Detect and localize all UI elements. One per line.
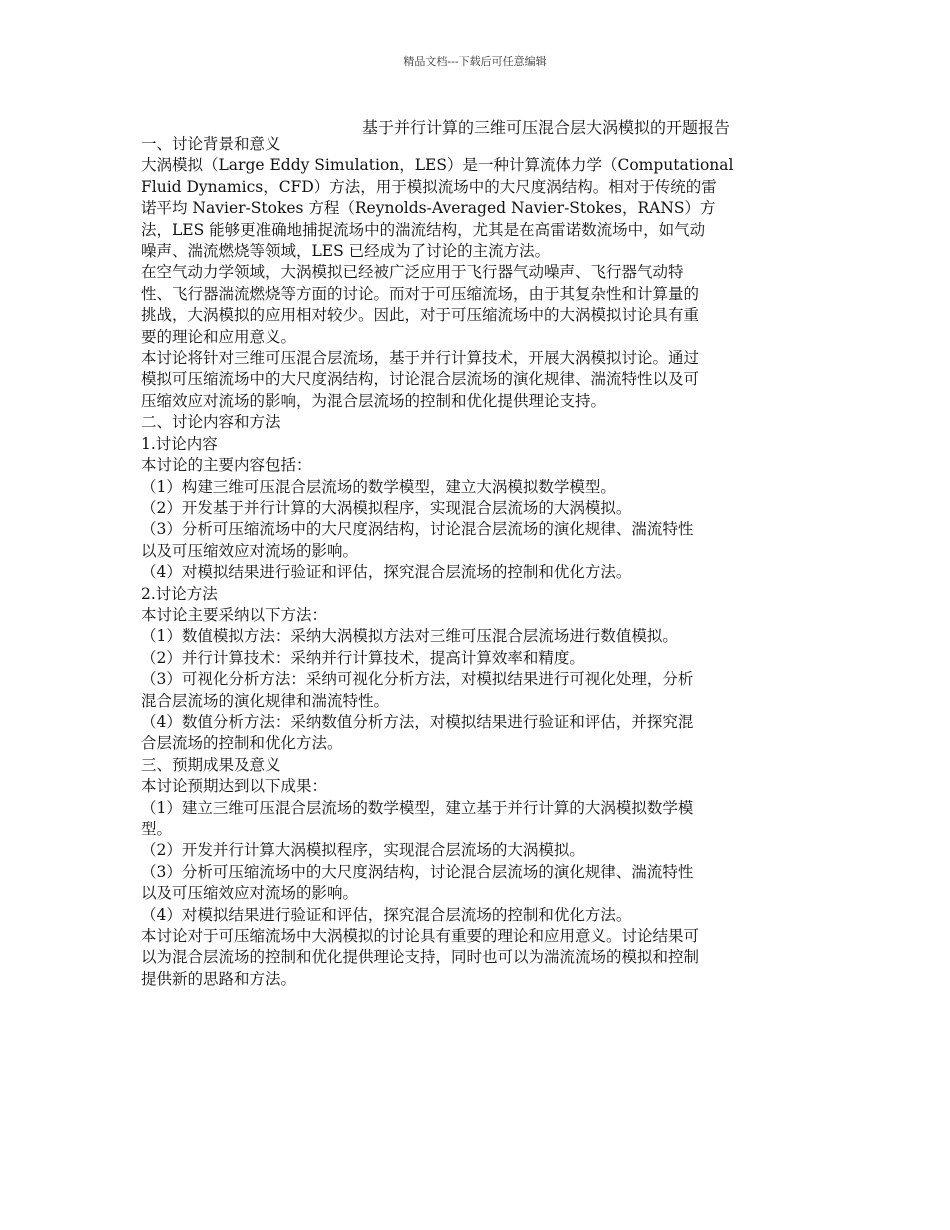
text-line: （4）对模拟结果进行验证和评估，探究混合层流场的控制和优化方法。 <box>141 563 632 582</box>
document-title: 基于并行计算的三维可压混合层大涡模拟的开题报告 <box>362 118 731 137</box>
text-line: （2）并行计算技术：采纳并行计算技术，提高计算效率和精度。 <box>141 648 585 667</box>
text-line: 本讨论的主要内容包括： <box>141 456 312 475</box>
text-line: 噪声、湍流燃烧等领域，LES 已经成为了讨论的主流方法。 <box>141 242 551 261</box>
text-line: 要的理论和应用意义。 <box>141 327 297 346</box>
text-line: 在空气动力学领域，大涡模拟已经被广泛应用于飞行器气动噪声、飞行器气动特 <box>141 263 684 282</box>
text-line: Fluid Dynamics，CFD）方法，用于模拟流场中的大尺度涡结构。相对于传统的雷 <box>141 177 717 196</box>
text-line: 二、讨论内容和方法 <box>141 413 281 432</box>
text-line: 型。 <box>141 820 173 838</box>
text-line: 以及可压缩效应对流场的影响。 <box>141 541 359 560</box>
text-line: 2.讨论方法 <box>141 584 218 603</box>
text-line: 本讨论主要采纳以下方法： <box>141 605 328 624</box>
text-line: 一、讨论背景和意义 <box>141 135 281 153</box>
page-header: 精品文档---下载后可任意编辑 <box>403 55 547 68</box>
text-line: 本讨论预期达到以下成果： <box>141 777 328 796</box>
text-line: （2）开发基于并行计算的大涡模拟程序，实现混合层流场的大涡模拟。 <box>141 498 632 517</box>
document-body <box>141 134 816 990</box>
text-line: （1）构建三维可压混合层流场的数学模型，建立大涡模拟数学模型。 <box>141 477 616 496</box>
text-line: （1）建立三维可压混合层流场的数学模型，建立基于并行计算的大涡模拟数学模 <box>141 798 694 817</box>
text-line: 法，LES 能够更准确地捕捉流场中的湍流结构，尤其是在高雷诺数流场中，如气动 <box>141 220 706 239</box>
text-line: 模拟可压缩流场中的大尺度涡结构，讨论混合层流场的演化规律、湍流特性以及可 <box>141 370 700 389</box>
text-line: 以为混合层流场的控制和优化提供理论支持，同时也可以为湍流流场的模拟和控制 <box>141 948 700 967</box>
text-line: （1）数值模拟方法：采纳大涡模拟方法对三维可压混合层流场进行数值模拟。 <box>141 627 678 646</box>
text-line: 混合层流场的演化规律和湍流特性。 <box>141 691 390 710</box>
text-line: 以及可压缩效应对流场的影响。 <box>141 884 359 903</box>
text-line: 大涡模拟（Large Eddy Simulation，LES）是一种计算流体力学（Computational <box>141 156 734 175</box>
text-line: 合层流场的控制和优化方法。 <box>141 734 343 753</box>
text-line: 三、预期成果及意义 <box>141 755 281 774</box>
text-line: （4）数值分析方法：采纳数值分析方法，对模拟结果进行验证和评估，并探究混 <box>141 712 694 731</box>
text-line: （3）分析可压缩流场中的大尺度涡结构，讨论混合层流场的演化规律、湍流特性 <box>141 520 694 539</box>
text-line: 提供新的思路和方法。 <box>141 969 297 988</box>
text-line: 性、飞行器湍流燃烧等方面的讨论。而对于可压缩流场，由于其复杂性和计算量的 <box>141 284 700 303</box>
text-line: 压缩效应对流场的影响，为混合层流场的控制和优化提供理论支持。 <box>141 391 607 410</box>
text-line: 挑战，大涡模拟的应用相对较少。因此，对于可压缩流场中的大涡模拟讨论具有重 <box>141 306 700 325</box>
text-line: 1.讨论内容 <box>141 434 218 453</box>
text-line: （4）对模拟结果进行验证和评估，探究混合层流场的控制和优化方法。 <box>141 905 632 924</box>
text-line: 本讨论将针对三维可压混合层流场，基于并行计算技术，开展大涡模拟讨论。通过 <box>141 349 700 368</box>
text-line: （3）分析可压缩流场中的大尺度涡结构，讨论混合层流场的演化规律、湍流特性 <box>141 862 694 881</box>
text-line: 本讨论对于可压缩流场中大涡模拟的讨论具有重要的理论和应用意义。讨论结果可 <box>141 927 700 946</box>
text-line: （2）开发并行计算大涡模拟程序，实现混合层流场的大涡模拟。 <box>141 841 585 860</box>
text-line: （3）可视化分析方法：采纳可视化分析方法，对模拟结果进行可视化处理，分析 <box>141 670 694 689</box>
text-line: 诺平均 Navier-Stokes 方程（Reynolds-Averaged Navier-Stokes，RANS）方 <box>141 199 716 218</box>
